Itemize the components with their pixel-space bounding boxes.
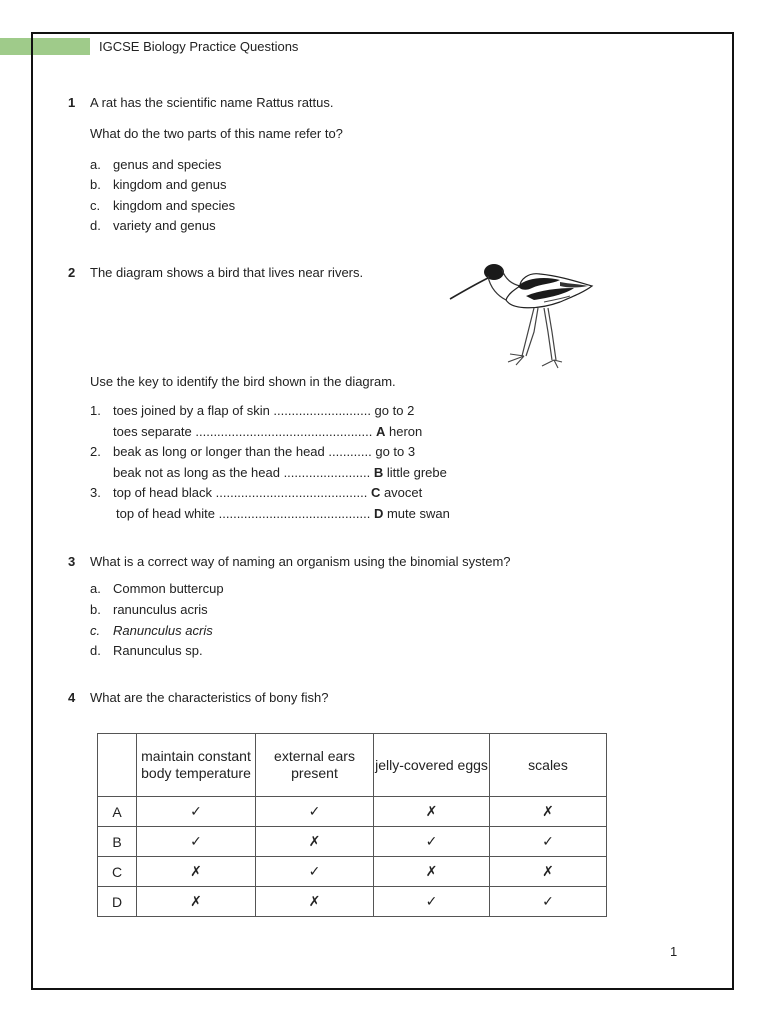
table-corner-cell	[98, 734, 137, 797]
row-label: A	[98, 797, 137, 827]
question-3-option-a: a. Common buttercup	[90, 581, 224, 596]
table-cell: ✓	[137, 797, 256, 827]
question-2-number: 2	[68, 265, 76, 280]
table-cell: ✓	[374, 827, 490, 857]
table-row	[98, 887, 607, 917]
question-4-text: What are the characteristics of bony fish?	[90, 690, 329, 705]
question-3-option-d: d. Ranunculus sp.	[90, 643, 203, 658]
table-row	[98, 827, 607, 857]
question-3-text: What is a correct way of naming an organism using the binomial system?	[90, 554, 511, 569]
column-header: maintain constant body temperature	[137, 734, 256, 797]
question-4-number: 4	[68, 690, 76, 705]
table-cell: ✓	[256, 797, 374, 827]
table-cell: ✗	[256, 827, 374, 857]
column-header: external ears present	[256, 734, 374, 797]
table-cell: ✓	[256, 857, 374, 887]
question-3-number: 3	[68, 554, 76, 569]
key-step-3-line-1: 3. top of head black .......................................... C avocet	[90, 485, 423, 500]
table-row	[98, 797, 607, 827]
question-1-option-b: b. kingdom and genus	[90, 177, 227, 192]
row-label: B	[98, 827, 137, 857]
table-cell: ✓	[374, 887, 490, 917]
key-step-2-line-2: beak not as long as the head ........................ B little grebe	[113, 465, 447, 480]
table-cell: ✗	[490, 797, 607, 827]
key-step-3-line-2: top of head white .......................................... D mute swan	[116, 506, 450, 521]
table-cell: ✗	[137, 857, 256, 887]
key-step-2-line-1: 2. beak as long or longer than the head ............ go to 3	[90, 444, 416, 459]
question-2-text: The diagram shows a bird that lives near rivers.	[90, 265, 364, 280]
question-1-option-a: a. genus and species	[90, 157, 222, 172]
table-cell: ✗	[256, 887, 374, 917]
table-header-row	[98, 734, 607, 797]
avocet-bird-illustration	[448, 258, 598, 370]
table-cell: ✗	[137, 887, 256, 917]
row-label: D	[98, 887, 137, 917]
question-3-option-c: c. Ranunculus acris	[90, 623, 213, 638]
question-2-prompt: Use the key to identify the bird shown in the diagram.	[90, 374, 396, 389]
question-1-option-d: d. variety and genus	[90, 218, 216, 233]
key-step-1-line-2: toes separate ................................................. A heron	[113, 424, 423, 439]
question-1-option-c: c. kingdom and species	[90, 198, 236, 213]
table-cell: ✗	[490, 857, 607, 887]
row-label: C	[98, 857, 137, 887]
bony-fish-characteristics-table	[97, 733, 607, 917]
question-1-text: A rat has the scientific name Rattus rattus.	[90, 95, 334, 110]
table-cell: ✓	[137, 827, 256, 857]
table-row	[98, 857, 607, 887]
column-header: scales	[490, 734, 607, 797]
column-header: jelly-covered eggs	[374, 734, 490, 797]
question-1-number: 1	[68, 95, 76, 110]
question-1-prompt: What do the two parts of this name refer to?	[90, 126, 343, 141]
question-3-option-b: b. ranunculus acris	[90, 602, 208, 617]
page-number: 1	[670, 944, 678, 959]
table-cell: ✗	[374, 857, 490, 887]
key-step-1-line-1: 1. toes joined by a flap of skin ........................... go to 2	[90, 403, 415, 418]
table-cell: ✓	[490, 887, 607, 917]
table-cell: ✓	[490, 827, 607, 857]
page-header-title: IGCSE Biology Practice Questions	[99, 39, 299, 54]
table-cell: ✗	[374, 797, 490, 827]
